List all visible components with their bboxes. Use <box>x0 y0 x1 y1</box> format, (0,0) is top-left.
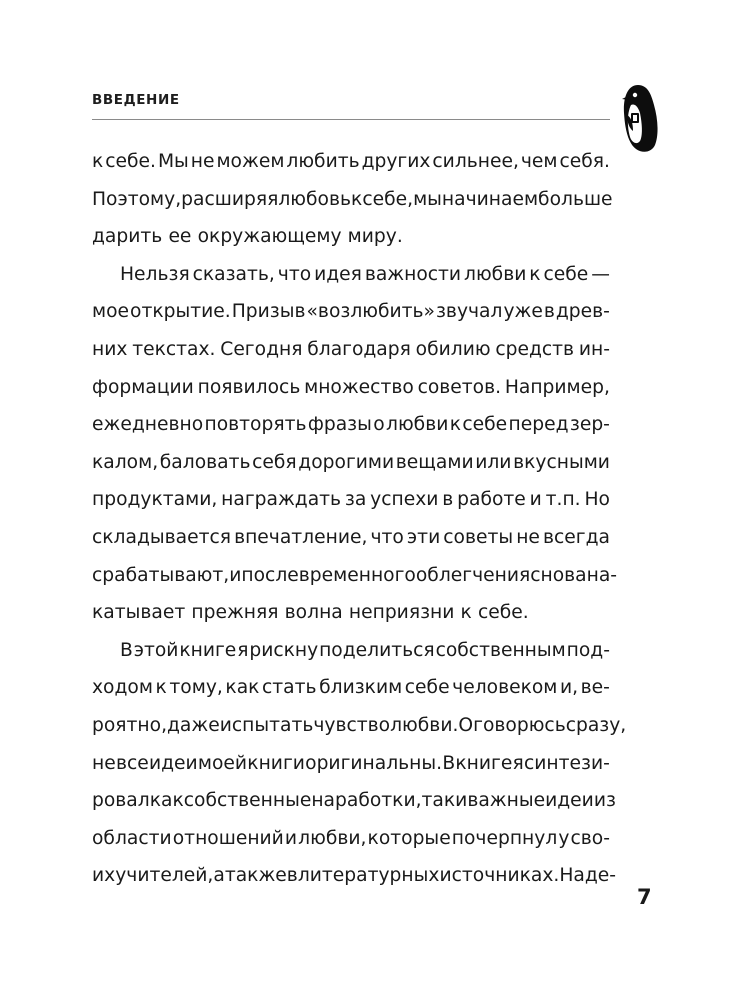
text-line: ежедневно повторять фразы о любви к себе перед зер- <box>92 414 610 436</box>
body-text <box>92 143 627 895</box>
text-line: роятно, даже испытать чувство любви. Оговорюсь сразу, <box>92 714 627 736</box>
text-line: ходом к тому, как стать близким себе человеком и, ве- <box>92 677 610 699</box>
page-number: 7 <box>637 885 652 909</box>
text-line: продуктами, награждать за успехи в работе и т.п. Но <box>92 489 610 511</box>
text-line: складывается впечатление, что эти советы не всегда <box>92 526 610 548</box>
text-line: области отношений и любви, которые почерпнул у сво- <box>92 827 610 849</box>
text-line: калом, баловать себя дорогими вещами или вкусными <box>92 451 610 473</box>
text-line: В этой книге я рискну поделиться собственным под- <box>120 639 610 661</box>
penguin-icon <box>621 83 659 155</box>
text-line: не все идеи моей книги оригинальны. В книге я синтези- <box>92 752 610 774</box>
text-line: их учителей, а также в литературных источниках. Наде- <box>92 865 617 887</box>
text-line: Нельзя сказать, что идея важности любви к себе — <box>120 263 610 285</box>
text-line: формации появилось множество советов. Например, <box>92 376 610 398</box>
text-line: срабатывают, и после временного облегчения снова на- <box>92 564 618 586</box>
text-line: катывает прежняя волна неприязни к себе. <box>92 602 529 624</box>
header-divider <box>92 119 610 120</box>
text-line: дарить ее окружающему миру. <box>92 226 403 248</box>
text-line: мое открытие. Призыв «возлюбить» звучал уже в древ- <box>92 301 610 323</box>
text-line: Поэтому, расширяя любовь к себе, мы начинаем больше <box>92 188 613 210</box>
text-line: них текстах. Сегодня благодаря обилию средств ин- <box>92 338 610 360</box>
section-title: ВВЕДЕНИЕ <box>92 92 180 108</box>
text-line: к себе. Мы не можем любить других сильнее, чем себя. <box>92 151 610 172</box>
text-line: ровал как собственные наработки, так и важные идеи из <box>92 790 616 812</box>
